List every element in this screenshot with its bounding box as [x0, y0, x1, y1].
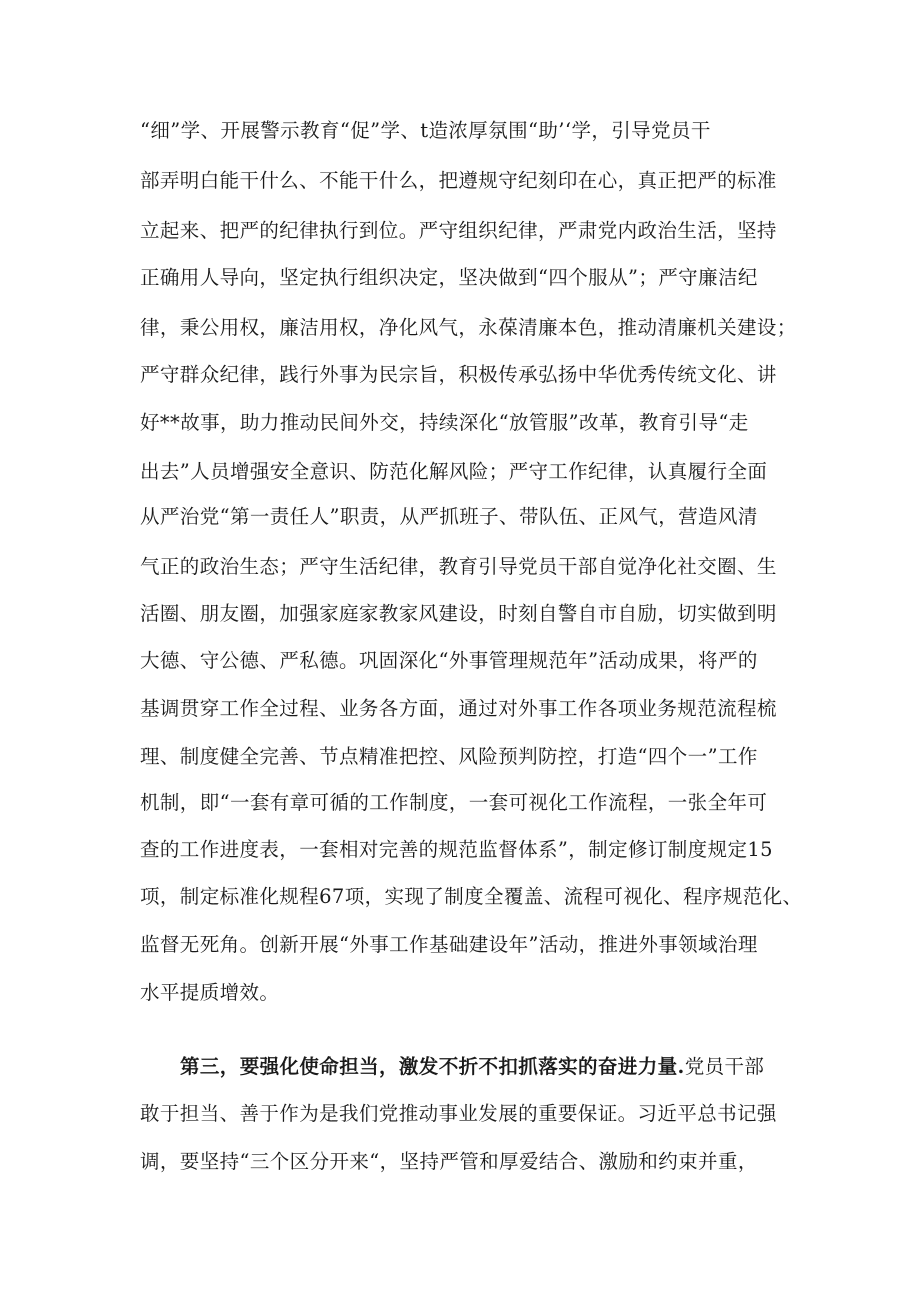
text-line: 严守群众纪律，践行外事为民宗旨，积极传承弘扬中华优秀传统文化、讲 — [140, 363, 777, 386]
text-line: 理、制度健全完善、节点精准把控、风险预判防控，打造“四个一”工作 — [140, 745, 758, 768]
text-line: 调，要坚持“三个区分开来“，坚持严管和厚爱结合、激励和约束并重， — [140, 1150, 758, 1173]
text-line: 水平提质增效。 — [140, 981, 280, 1004]
text-line: 项，制定标准化规程67项，实现了制度全覆盖、流程可视化、程序规范化、 — [140, 885, 803, 908]
text-line: 立起来、把严的纪律执行到位。严守组织纪律，严肃党内政治生活，坚持 — [140, 219, 777, 242]
text-line: 正确用人导向，坚定执行组织决定，坚决做到“四个服从”；严守廉洁纪 — [140, 266, 758, 289]
text-line: 部弄明白能干什么、不能干什么，把遵规守纪刻印在心，真正把严的标准 — [140, 169, 777, 192]
text-line: 查的工作进度表，一套相对完善的规范监督体系”，制定修订制度规定15 — [140, 838, 773, 861]
text-line: 气正的政治生态；严守生活纪律，教育引导党员干部自觉净化社交圈、生 — [140, 555, 777, 578]
text-line: 监督无死角。创新开展“外事工作基础建设年”活动，推进外事领域治理 — [140, 933, 758, 956]
text-line: “细”学、开展警示教育“促”学、t造浓厚氛围“助’‘学，引导党员干 — [140, 119, 711, 142]
text-line: 出去”人员增强安全意识、防范化解风险；严守工作纪律，认真履行全面 — [140, 460, 768, 483]
text-run: 党员干部 — [684, 1055, 765, 1078]
text-line: 机制，即“一套有章可循的工作制度，一套可视化工作流程，一张全年可 — [140, 791, 768, 814]
text-line: 律，秉公用权，廉洁用权，净化风气，永葆清廉本色，推动清廉机关建设； — [140, 316, 797, 339]
text-line: 基调贯穿工作全过程、业务各方面，通过对外事工作各项业务规范流程梳 — [140, 697, 777, 720]
text-line: 从严治党“第一责任人”职责，从严抓班子、带队伍、正风气，营造风清 — [140, 505, 758, 528]
text-line: 大德、守公德、严私德。巩固深化“外事管理规范年”活动成果，将严的 — [140, 649, 758, 672]
text-line: 活圈、朋友圈，加强家庭家教家风建设，时刻自警自市自励，切实做到明 — [140, 602, 777, 625]
text-line: 敢于担当、善于作为是我们党推动事业发展的重要保证。习近平总书记强 — [140, 1102, 777, 1125]
text-line: 好**故事，助力推动民间外交，持续深化“放管服”改革，教育引导“走 — [140, 411, 749, 434]
text-line — [180, 1054, 780, 1080]
section-heading: 第三，要强化使命担当，激发不折不扣抓落实的奋进力量. — [180, 1055, 685, 1078]
